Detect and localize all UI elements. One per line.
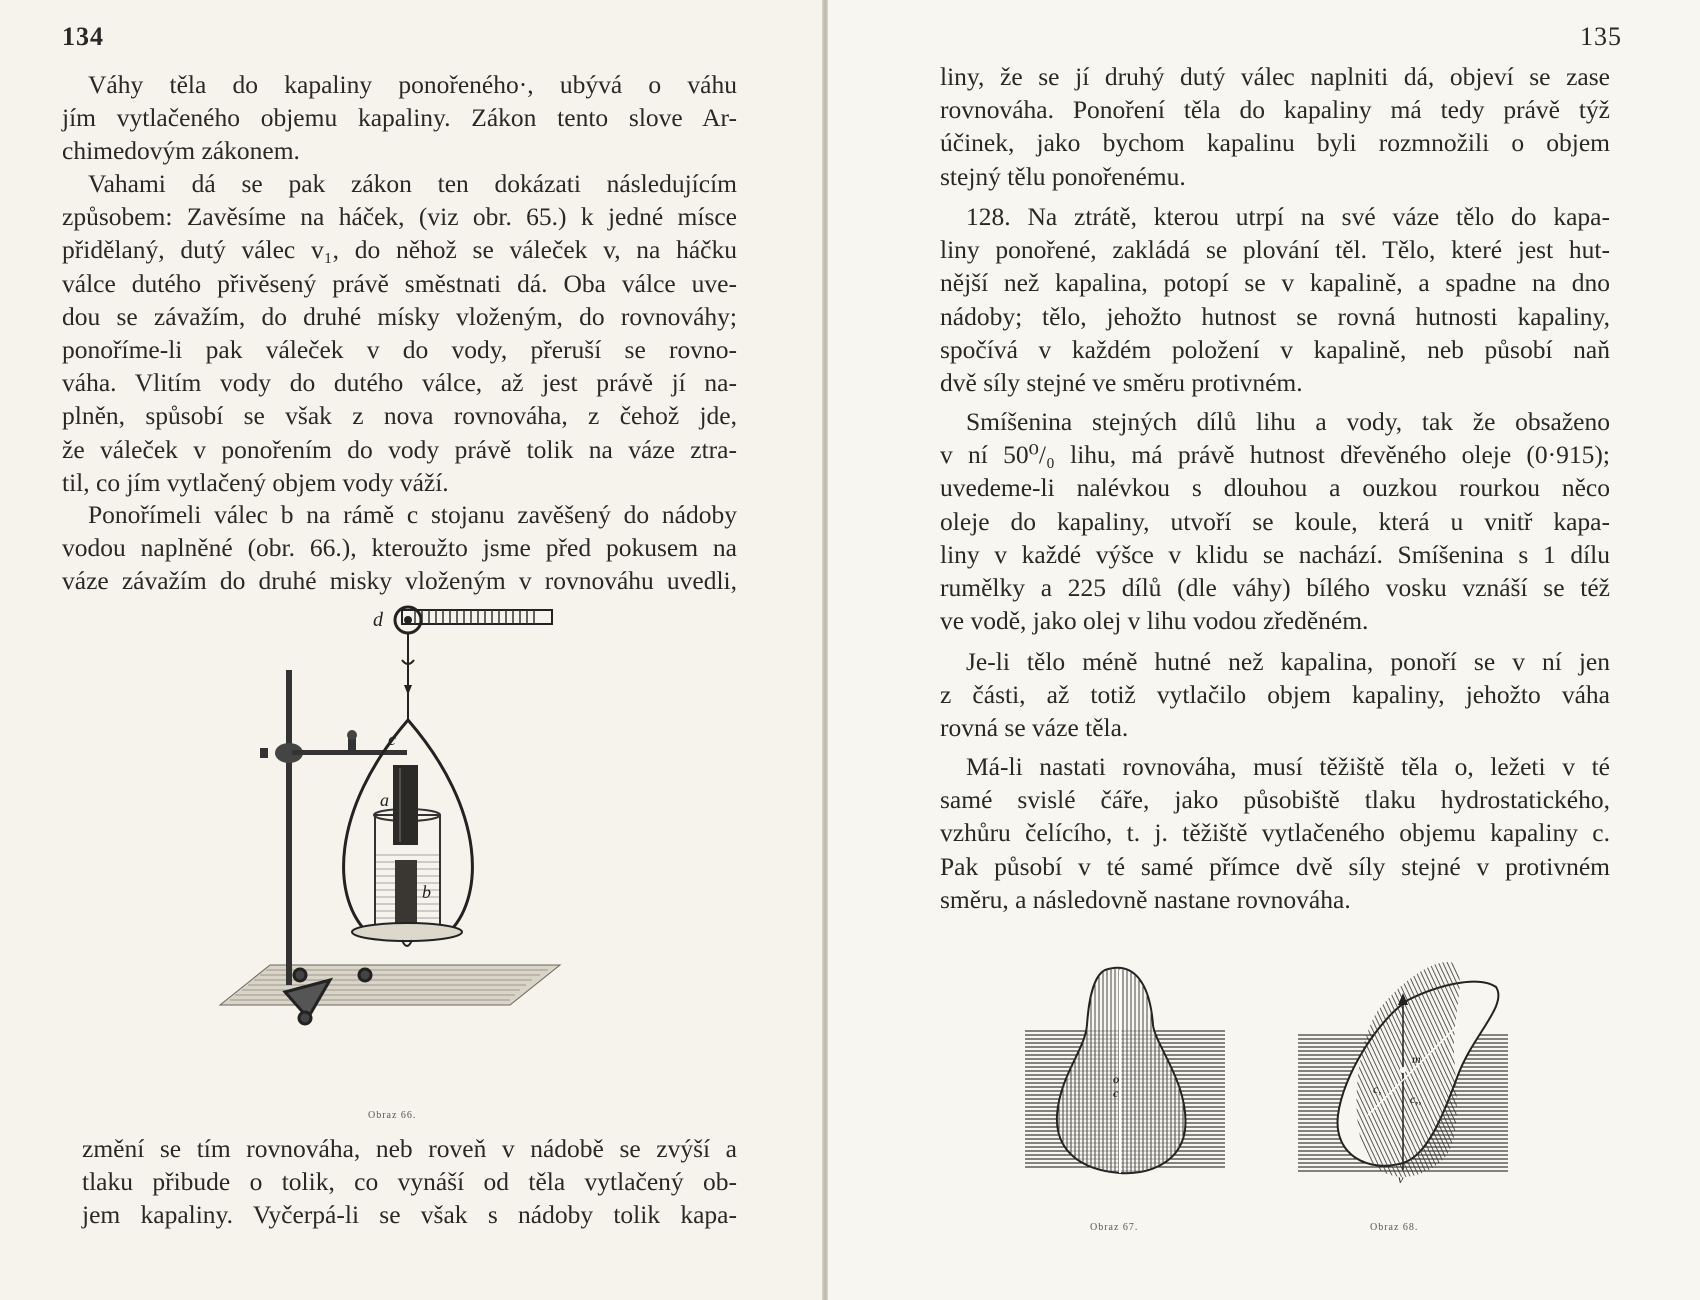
text-line: Pak působí v té samé přímce dvě síly stejné v protivném — [940, 851, 1610, 881]
text-line: váha. Vlitím vody do dutého válce, až jest právě jí na- — [62, 368, 737, 398]
label-v: v — [1398, 1172, 1404, 1186]
text-line: vzhůru čelícího, t. j. těžiště vytlačeného objemu kapaliny c. — [940, 818, 1610, 848]
text-line: vodou naplněné (obr. 66.), kteroužto jsme před pokusem na — [62, 533, 737, 563]
figure-66-caption: Obraz 66. — [368, 1110, 417, 1121]
label-c: c — [388, 729, 396, 749]
text-line: rovná se váze těla. — [940, 713, 1129, 743]
text-line: účinek, jako bychom kapalinu byli rozmnožili o objem — [940, 128, 1610, 158]
text-line: změní se tím rovnováha, neb roveň v nádobě se zvýší a — [82, 1134, 737, 1163]
text-line: plněn, spůsobí se však z nova rovnováha, z čehož jde, — [62, 401, 737, 431]
text-line: Je-li tělo méně hutné než kapalina, ponoří se v ní jen — [966, 647, 1610, 676]
text-line: stejný tělu ponořenému. — [940, 161, 1186, 191]
right-paragraph-3 — [940, 405, 1610, 637]
text-line: ve vodě, jako olej v lihu vodou zředěném. — [940, 606, 1369, 636]
label-b: b — [422, 882, 431, 902]
page-number-left: 134 — [62, 22, 104, 51]
book-gutter — [822, 0, 828, 1300]
text-line: v ní 50⁰/₀ lihu, má právě hutnost dřevěného oleje (0·915); — [940, 440, 1610, 470]
text-line: jem kapaliny. Vyčerpá-li se však s nádoby tolik kapa- — [82, 1200, 737, 1230]
text-line: směru, a následovně nastane rovnováha. — [940, 884, 1351, 914]
left-paragraph-3 — [62, 498, 737, 598]
left-paragraph-1 — [62, 68, 737, 168]
text-line: že váleček v ponořením do vody právě tolik na váze ztra- — [62, 434, 737, 464]
label-m: m — [1412, 1052, 1421, 1066]
text-line: uvedeme-li nalévkou s dlouhou a ouzkou rourkou něco — [940, 473, 1610, 503]
text-line: způsobem: Zavěsíme na háček, (viz obr. 65.) k jedné mísce — [62, 202, 737, 232]
text-line: váze závažím do druhé misky vloženým v rovnováhu uvedli, — [62, 566, 737, 596]
text-line: nější než kapalina, potopí se v kapalině, a spadne na dno — [940, 268, 1610, 298]
text-line: dou se závažím, do druhé mísky vloženým, do rovnováhy; — [62, 301, 737, 331]
left-paragraph-2 — [62, 167, 737, 499]
text-line: z části, až totiž vytlačilo objem kapaliny, jehožto váha — [940, 680, 1610, 710]
text-line: chimedovým zákonem. — [62, 136, 300, 166]
figure-67-caption: Obraz 67. — [1090, 1222, 1139, 1233]
right-paragraph-4 — [940, 645, 1610, 745]
text-line: ponoříme-li pak váleček v do vody, přeruší se rovno- — [62, 335, 737, 365]
page-number-right: 135 — [1580, 22, 1622, 51]
text-line: Vahami dá se pak zákon ten dokázati následujícím — [88, 169, 737, 198]
text-line: nádoby; tělo, jehožto hutnost se rovná hutnosti kapaliny, — [940, 301, 1610, 331]
text-line: liny, že se jí druhý dutý válec naplniti dá, objeví se zase — [940, 62, 1610, 91]
text-line: Má-li nastati rovnováha, musí těžiště těla o, ležeti v té — [966, 752, 1610, 781]
label-c: c — [1113, 1086, 1119, 1100]
label-a: a — [380, 790, 389, 810]
figure-66-illustration — [190, 609, 610, 1060]
text-line: 128. Na ztrátě, kterou utrpí na své váze tělo do kapa- — [966, 202, 1610, 231]
text-line: oleje do kapaliny, utvoří se koule, která u vnitř kapa- — [940, 506, 1610, 536]
text-line: spočívá v každém položení v kapalině, neb působí naň — [940, 334, 1610, 364]
text-line: přidělaný, dutý válec v₁, do něhož se váleček v, na háčku — [62, 235, 737, 265]
label-c1: c, — [1373, 1082, 1382, 1096]
text-line: válce dutého přivěsený právě směstnati dá. Oba válce uve- — [62, 268, 737, 298]
figure-68-caption: Obraz 68. — [1370, 1222, 1419, 1233]
text-line: Váhy těla do kapaliny ponořeného·, ubývá o váhu — [88, 70, 737, 99]
text-line: liny v každé výšce v klidu se nachází. Smíšenina s 1 dílu — [940, 539, 1610, 569]
right-paragraph-5 — [940, 750, 1610, 916]
text-line: liny ponořené, zakládá se plování těl. Tělo, které jest hut- — [940, 235, 1610, 265]
label-d: d — [373, 609, 383, 631]
right-paragraph-1 — [940, 60, 1610, 193]
figure-67-illustration — [1025, 965, 1225, 1215]
text-line: dvě síly stejné ve směru protivném. — [940, 368, 1303, 398]
text-line: Ponořímeli válec b na rámě c stojanu zavěšený do nádoby — [88, 500, 737, 529]
text-line: rumělky a 225 dílů (dle váhy) bílého vosku vznáší se též — [940, 573, 1610, 603]
text-line: rovnováha. Ponoření těla do kapaliny má tedy právě týž — [940, 95, 1610, 125]
text-line: Smíšenina stejných dílů lihu a vody, tak že obsaženo — [966, 407, 1610, 436]
figure-68-illustration — [1298, 965, 1508, 1215]
label-c2: c,, — [1410, 1092, 1422, 1106]
text-line: til, co jím vytlačený objem vody váží. — [62, 467, 449, 497]
text-line: samé svislé čáře, jako působiště tlaku hydrostatického, — [940, 785, 1610, 815]
left-paragraph-4 — [82, 1132, 737, 1232]
text-line: tlaku přibude o tolik, co vynáší od těla vytlačený ob- — [82, 1167, 737, 1197]
text-line: jím vytlačeného objemu kapaliny. Zákon tento slove Ar- — [62, 103, 737, 133]
right-paragraph-2 — [940, 200, 1610, 399]
label-o: o — [1113, 1072, 1119, 1086]
